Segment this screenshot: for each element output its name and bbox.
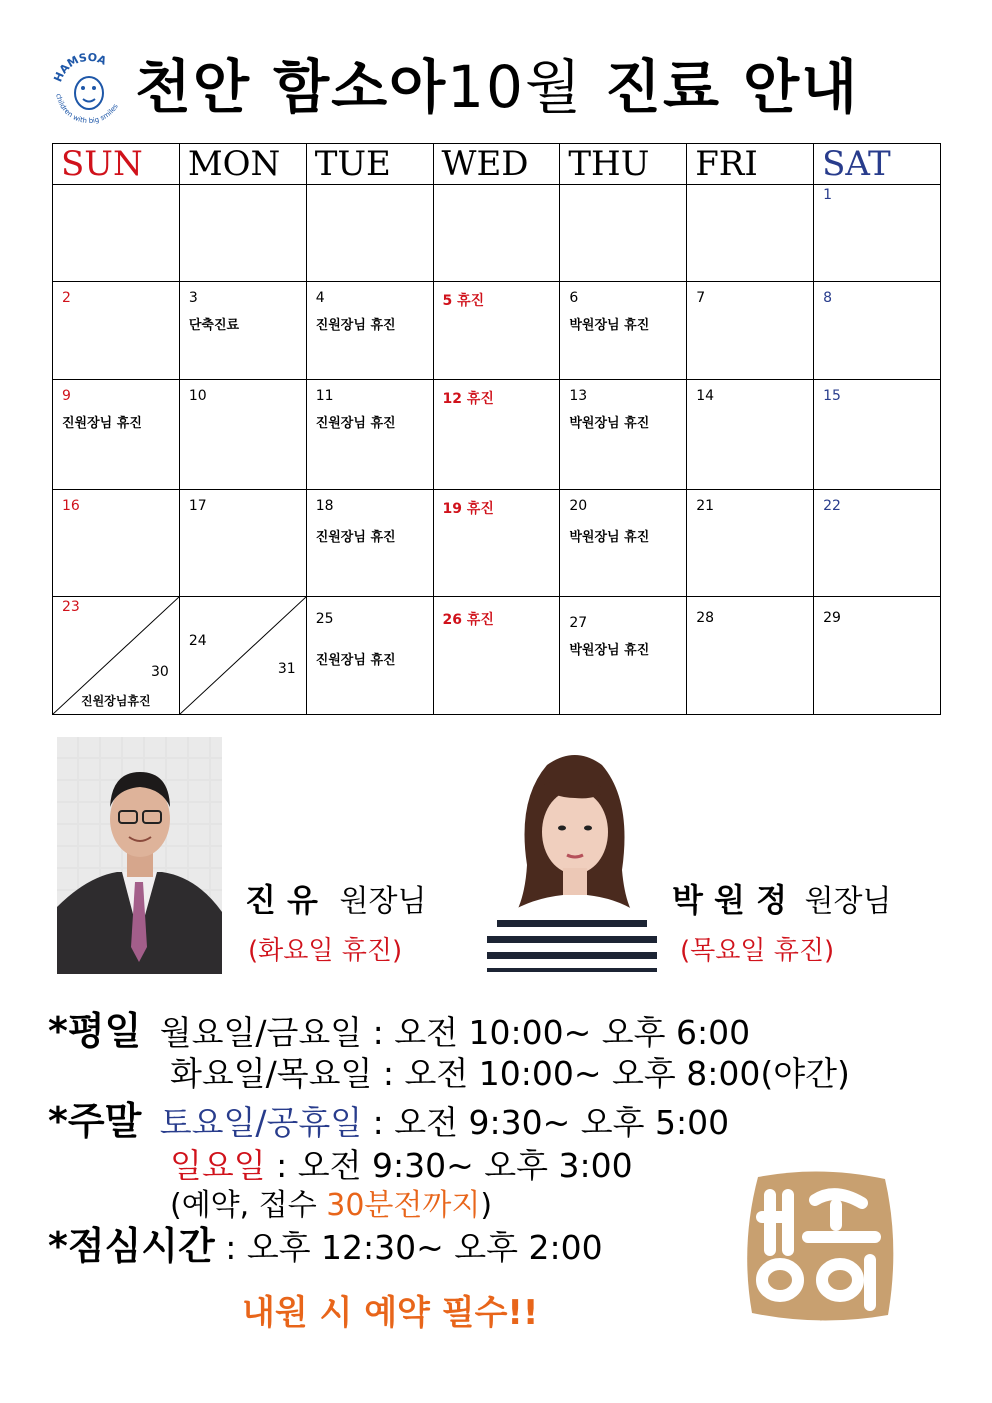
cell-note: 진원장님 휴진 xyxy=(315,416,396,431)
lunch-hours: *점심시간 : 오후 12:30~ 오후 2:00 xyxy=(48,1224,603,1268)
calendar-cell xyxy=(179,597,306,715)
date-number: 18 xyxy=(315,498,334,514)
calendar-cell xyxy=(53,185,180,282)
doctor-park-photo xyxy=(487,740,657,972)
lunch-label: *점심시간 xyxy=(48,1224,215,1268)
holiday-label: 19 휴진 xyxy=(442,501,494,517)
calendar-cell xyxy=(433,185,560,282)
calendar-cell xyxy=(814,380,941,490)
holiday-label: 5 휴진 xyxy=(442,293,485,309)
date-number: 17 xyxy=(188,498,207,514)
calendar-cell xyxy=(814,185,941,282)
doctor-park-name: 박 원 정 원장님 xyxy=(672,881,892,919)
cell-note: 박원장님 휴진 xyxy=(569,318,650,333)
weekday-hours-line2: 화요일/목요일 : 오전 10:00~ 오후 8:00(야간) xyxy=(170,1054,850,1093)
calendar-cell xyxy=(179,490,306,597)
doctor-jin-name: 진 유 원장님 xyxy=(245,881,427,919)
calendar-cell xyxy=(306,282,433,380)
weekend-label: *주말 xyxy=(48,1099,142,1143)
calendar-cell xyxy=(814,282,941,380)
weekday-label: *평일 xyxy=(48,1009,142,1053)
cell-note: 박원장님 휴진 xyxy=(569,416,650,431)
calendar-cell xyxy=(560,597,687,715)
calendar-cell xyxy=(687,282,814,380)
hamsoa-stamp-logo xyxy=(740,1165,900,1325)
calendar-cell xyxy=(687,380,814,490)
date-number: 4 xyxy=(315,290,325,306)
date-number: 7 xyxy=(696,290,706,306)
date-number: 13 xyxy=(569,388,588,404)
date-number: 31 xyxy=(277,661,296,677)
date-number: 15 xyxy=(823,388,841,404)
cell-note: 박원장님 휴진 xyxy=(569,530,650,545)
calendar-cell xyxy=(179,380,306,490)
doctor-park-dayoff: (목요일 휴진) xyxy=(680,936,835,966)
calendar-cell xyxy=(433,490,560,597)
date-number: 6 xyxy=(569,290,579,306)
day-header: SUN xyxy=(53,144,180,185)
calendar-cell xyxy=(306,380,433,490)
cell-note: 진원장님 휴진 xyxy=(315,530,396,545)
date-number: 27 xyxy=(569,615,588,631)
calendar-cell xyxy=(433,597,560,715)
date-number: 24 xyxy=(188,633,207,649)
calendar-cell xyxy=(814,597,941,715)
calendar-cell xyxy=(687,597,814,715)
date-number: 10 xyxy=(188,388,207,404)
calendar-cell xyxy=(814,490,941,597)
day-header: THU xyxy=(560,144,687,185)
calendar-cell xyxy=(687,490,814,597)
day-header: FRI xyxy=(687,144,814,185)
cell-note: 박원장님 휴진 xyxy=(569,643,650,658)
calendar-cell xyxy=(306,185,433,282)
calendar-cell xyxy=(560,380,687,490)
svg-text:children with big smiles: children with big smiles xyxy=(54,93,120,126)
doctor-jin-dayoff: (화요일 휴진) xyxy=(248,936,403,966)
date-number: 8 xyxy=(823,290,832,306)
cell-note: 진원장님 휴진 xyxy=(315,318,396,333)
calendar-cell xyxy=(306,490,433,597)
date-number: 11 xyxy=(315,388,334,404)
calendar-cell xyxy=(53,282,180,380)
date-number: 1 xyxy=(823,187,832,203)
hamsoa-logo xyxy=(50,50,128,128)
calendar-cell xyxy=(560,490,687,597)
calendar-table xyxy=(52,143,941,715)
reservation-note: (예약, 접수 30분전까지) xyxy=(170,1188,493,1223)
cell-note: 진원장님 휴진 xyxy=(62,416,142,431)
date-number: 28 xyxy=(696,610,715,626)
calendar-cell xyxy=(53,597,180,715)
date-number: 9 xyxy=(62,388,71,404)
calendar-cell xyxy=(433,380,560,490)
svg-text:함소: 함소 xyxy=(820,1321,822,1322)
date-number: 20 xyxy=(569,498,588,514)
date-number: 22 xyxy=(823,498,841,514)
holiday-label: 12 휴진 xyxy=(442,391,494,407)
date-number: 16 xyxy=(62,498,80,514)
date-number: 2 xyxy=(62,290,71,306)
date-number: 14 xyxy=(696,388,715,404)
weekend-hours-saturday: *주말 토요일/공휴일 : 오전 9:30~ 오후 5:00 xyxy=(48,1099,730,1143)
date-number: 29 xyxy=(823,610,841,626)
split-cell-diagonal xyxy=(180,597,306,714)
svg-text:HAMSOA: HAMSOA xyxy=(51,50,109,84)
weekend-hours-sunday: 일요일 : 오전 9:30~ 오후 3:00 xyxy=(170,1146,633,1185)
calendar-cell xyxy=(433,282,560,380)
calendar-cell xyxy=(53,490,180,597)
date-number: 21 xyxy=(696,498,715,514)
day-header: SAT xyxy=(814,144,941,185)
day-header: WED xyxy=(433,144,560,185)
date-number: 3 xyxy=(188,290,198,306)
cell-note: 진원장님 휴진 xyxy=(315,653,396,668)
date-number: 25 xyxy=(315,611,334,627)
reservation-required-notice: 내원 시 예약 필수!! xyxy=(242,1293,539,1333)
date-number: 23 xyxy=(62,599,80,615)
date-number: 30 xyxy=(151,664,169,680)
calendar-cell xyxy=(560,185,687,282)
holiday-label: 26 휴진 xyxy=(442,612,494,628)
calendar-cell xyxy=(306,597,433,715)
calendar-cell xyxy=(560,282,687,380)
calendar-cell xyxy=(53,380,180,490)
weekday-hours-line1: *평일 월요일/금요일 : 오전 10:00~ 오후 6:00 xyxy=(48,1009,751,1053)
cell-note: 단축진료 xyxy=(188,318,240,333)
calendar-cell xyxy=(179,282,306,380)
cell-note: 진원장님휴진 xyxy=(81,694,151,708)
page-title: 천안 함소아10월 진료 안내 xyxy=(135,53,860,121)
calendar-cell xyxy=(179,185,306,282)
day-header: MON xyxy=(179,144,306,185)
doctor-jin-photo xyxy=(57,737,222,974)
calendar-cell xyxy=(687,185,814,282)
day-header: TUE xyxy=(306,144,433,185)
